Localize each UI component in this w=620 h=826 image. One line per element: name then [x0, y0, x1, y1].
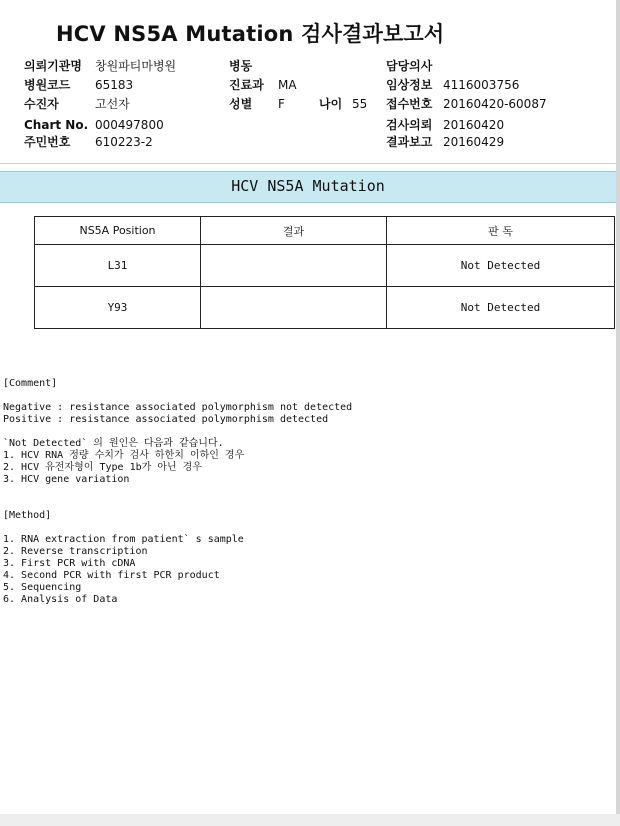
- info-value: 고선자: [95, 97, 130, 111]
- info-value: 000497800: [95, 118, 164, 132]
- info-value: 20160420: [443, 118, 505, 132]
- reason-item: 2. HCV 유전자형이 Type 1b가 아닌 경우: [3, 462, 202, 473]
- info-label: 접수번호: [386, 97, 433, 111]
- position-cell: Y93: [35, 287, 201, 329]
- table-row: [35, 245, 615, 287]
- table-row: [35, 287, 615, 329]
- comment-heading: [Comment]: [3, 378, 58, 389]
- table-header-row: [35, 217, 615, 245]
- comment-line: Negative : resistance associated polymorphism not detected: [3, 402, 353, 413]
- position-cell: L31: [35, 245, 201, 287]
- info-value: 20160420-60087: [443, 97, 547, 111]
- info-label: 임상정보: [386, 78, 433, 92]
- info-label: 병원코드: [24, 78, 71, 92]
- info-value: F: [278, 97, 285, 111]
- info-label: Chart No.: [24, 118, 89, 132]
- reason-item: 3. HCV gene variation: [3, 474, 130, 485]
- method-step: 6. Analysis of Data: [3, 594, 118, 605]
- info-value: 창원파티마병원: [95, 59, 177, 73]
- divider: [0, 163, 616, 164]
- method-step: 1. RNA extraction from patient` s sample: [3, 534, 244, 545]
- method-step: 3. First PCR with cDNA: [3, 558, 136, 569]
- info-value: 65183: [95, 78, 134, 92]
- info-label: 담당의사: [386, 59, 433, 73]
- info-label: 성별: [229, 97, 253, 111]
- comment-line: Positive : resistance associated polymorphism detected: [3, 414, 329, 425]
- result-cell: [201, 287, 387, 329]
- info-label: 수진자: [24, 97, 59, 111]
- method-heading: [Method]: [3, 510, 52, 521]
- info-label: 의뢰기관명: [24, 59, 82, 73]
- result-cell: [201, 245, 387, 287]
- method-step: 4. Second PCR with first PCR product: [3, 570, 220, 581]
- info-label: 나이: [319, 97, 343, 111]
- interpretation-cell: Not Detected: [387, 245, 615, 287]
- info-value: 20160429: [443, 135, 505, 149]
- info-label: 주민번호: [24, 135, 71, 149]
- info-value: 610223-2: [95, 135, 153, 149]
- column-header: 결과: [201, 217, 387, 245]
- reasons-intro: `Not Detected` 의 원인은 다음과 같습니다.: [3, 438, 224, 449]
- info-label: 결과보고: [386, 135, 433, 149]
- info-label: 검사의뢰: [386, 118, 433, 132]
- section-banner: [0, 171, 616, 203]
- reason-item: 1. HCV RNA 정량 수치가 검사 하한치 이하인 경우: [3, 450, 245, 461]
- column-header: 판 독: [387, 217, 615, 245]
- report-title: HCV NS5A Mutation 검사결과보고서: [56, 22, 445, 46]
- interpretation-cell: Not Detected: [387, 287, 615, 329]
- viewer-background: [0, 814, 620, 826]
- mutation-table: [34, 216, 615, 329]
- method-step: 5. Sequencing: [3, 582, 82, 593]
- info-label: 병동: [229, 59, 253, 73]
- banner-title: HCV NS5A Mutation: [231, 177, 385, 195]
- column-header: NS5A Position: [35, 217, 201, 245]
- info-value: 4116003756: [443, 78, 520, 92]
- info-value: 55: [352, 97, 368, 111]
- method-step: 2. Reverse transcription: [3, 546, 148, 557]
- info-label: 진료과: [229, 78, 264, 92]
- info-value: MA: [278, 78, 297, 92]
